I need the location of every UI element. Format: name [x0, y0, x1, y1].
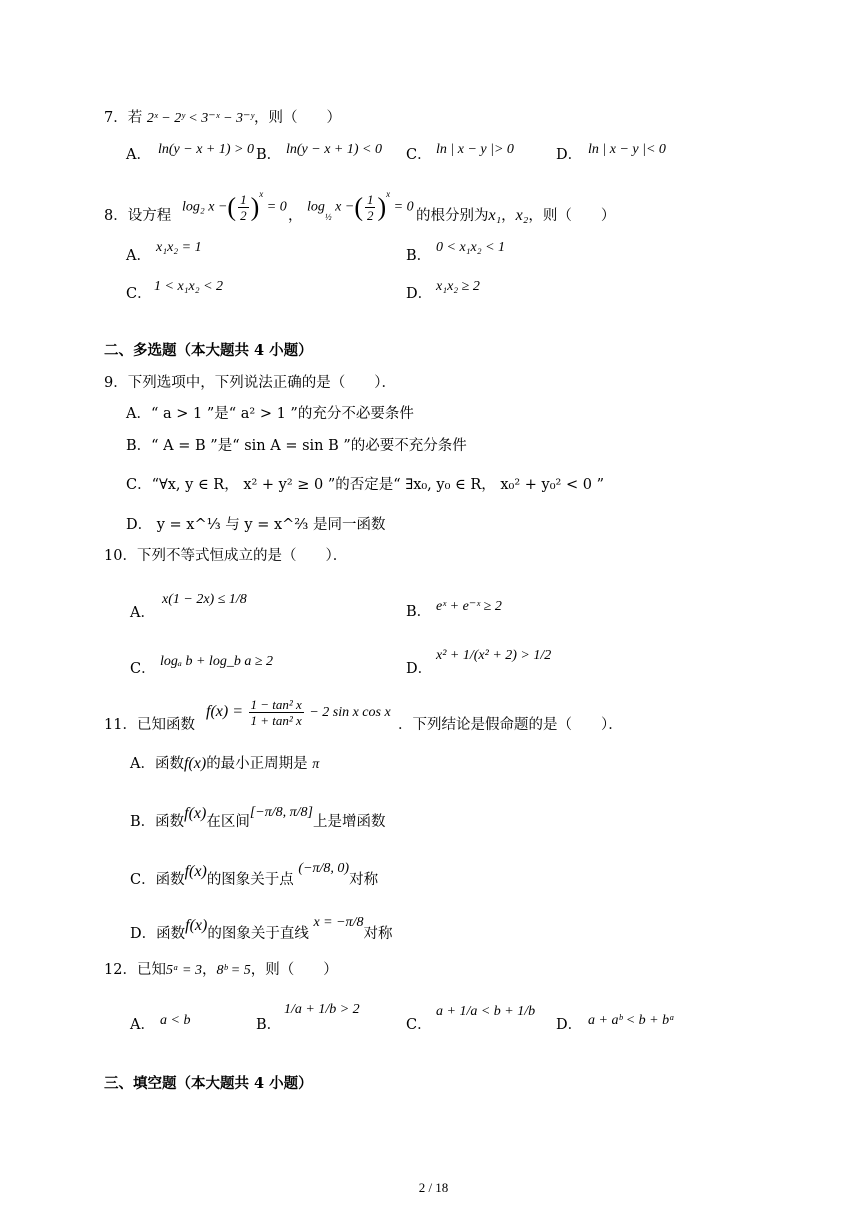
q12-option-c: C．: [406, 1017, 432, 1033]
q8-option-a-expr: x₁x₂ = 1: [156, 240, 202, 255]
q8-option-a: A．: [126, 248, 151, 264]
q11-option-c: C．函数f(x)的图象关于点 (−π/8, 0)对称: [130, 861, 379, 888]
q7-option-c: C．: [406, 147, 432, 163]
q10-option-a: A．: [130, 605, 155, 621]
q8-option-b-expr: 0 < x₁x₂ < 1: [436, 240, 506, 255]
q8-separator: ，: [288, 208, 303, 224]
page-number: 2 / 18: [418, 1180, 449, 1195]
q9-option-d: D． y = x^⅓ 与 y = x^⅔ 是同一函数: [126, 517, 386, 533]
q12-option-d: D．: [556, 1017, 583, 1033]
section-heading-multiple-choice: 二、多选题（本大题共 4 小题）: [104, 342, 313, 359]
q7-option-d-expr: ln | x − y |< 0: [588, 142, 666, 157]
q12-option-d-expr: a + aᵇ < b + bᵃ: [588, 1013, 675, 1028]
q7-inequality: 2ˣ − 2ʸ < 3⁻ˣ − 3⁻ʸ: [146, 111, 255, 126]
q12-option-b: B．: [256, 1017, 282, 1033]
q8-stem-post: 的根分别为x₁，x₂，则（ ）: [416, 207, 616, 224]
q7-option-d: D．: [556, 147, 583, 163]
q10-stem: 10．下列不等式恒成立的是（ ）．: [104, 548, 348, 564]
q8-option-b: B．: [406, 248, 432, 264]
q10-option-c-expr: logₐ b + log_b a ≥ 2: [160, 654, 274, 669]
q9-option-b: B．“ A = B ”是“ sin A = sin B ”的必要不充分条件: [126, 438, 467, 454]
q12-option-b-expr: 1/a + 1/b > 2: [284, 1002, 360, 1017]
q11-stem-post: ．下列结论是假命题的是（ ）．: [398, 717, 623, 733]
q9-option-c: C．“∀x, y ∈ R， x² + y² ≥ 0 ”的否定是“ ∃x₀, y₀ ∈ R， x₀² + y₀² < 0 ”: [126, 477, 604, 493]
q7-option-b-expr: ln(y − x + 1) < 0: [286, 142, 382, 157]
q8-option-c-expr: 1 < x₁x₂ < 2: [154, 279, 224, 294]
q7-option-a-expr: ln(y − x + 1) > 0: [158, 142, 254, 157]
q10-option-b: B．: [406, 604, 432, 620]
q11-function-definition: f(x) = $\frac{\text{1 − tan² x}}{\text{1 + tan² x}}$ − 2 sin x cos x: [206, 697, 391, 729]
q8-equation-1: log₂ x −( $\frac{1}{2}$ )$^x$ = 0: [182, 189, 287, 223]
q8-option-d: D．: [406, 286, 433, 302]
q11-option-b: B．函数f(x)在区间[−π/8, π/8]上是增函数: [130, 805, 386, 830]
q8-stem-pre: 8．设方程: [104, 208, 172, 224]
q12-option-a-expr: a < b: [160, 1013, 191, 1028]
q10-option-b-expr: eˣ + e⁻ˣ ≥ 2: [436, 599, 502, 614]
q8-equation-2: $\log_{\frac{1}{2}} x$ −( $\frac{1}{2}$ )$^x$ = 0: [307, 189, 414, 223]
q7-option-a: A．: [126, 147, 151, 163]
q11-stem-pre: 11．已知函数: [104, 717, 195, 733]
q10-option-d: D．: [406, 661, 433, 677]
q8-option-d-expr: x₁x₂ ≥ 2: [436, 279, 480, 294]
q10-option-a-expr: x(1 − 2x) ≤ 1/8: [162, 592, 247, 607]
q8-option-c: C．: [126, 286, 152, 302]
q9-option-a: A．“ a > 1 ”是“ a² > 1 ”的充分不必要条件: [126, 406, 414, 422]
q10-option-d-expr: x² + 1/(x² + 2) > 1/2: [436, 648, 552, 663]
section-heading-fill-in-blank: 三、填空题（本大题共 4 小题）: [104, 1075, 313, 1092]
q11-option-a: A．函数f(x)的最小正周期是 π: [130, 755, 320, 772]
q11-option-d: D．函数f(x)的图象关于直线 x = −π/8对称: [130, 915, 393, 942]
q7-option-c-expr: ln | x − y |> 0: [436, 142, 514, 157]
q7-stem: 7．若 2ˣ − 2ʸ < 3⁻ˣ − 3⁻ʸ，则（ ）: [104, 110, 342, 126]
q12-option-c-expr: a + 1/a < b + 1/b: [436, 1004, 536, 1019]
q12-option-a: A．: [130, 1017, 155, 1033]
q9-stem: 9．下列选项中，下列说法正确的是（ ）．: [104, 375, 396, 391]
q7-option-b: B．: [256, 147, 282, 163]
q12-stem: 12．已知5ᵃ = 3，8ᵇ = 5，则（ ）: [104, 962, 338, 978]
q10-option-c: C．: [130, 661, 156, 677]
